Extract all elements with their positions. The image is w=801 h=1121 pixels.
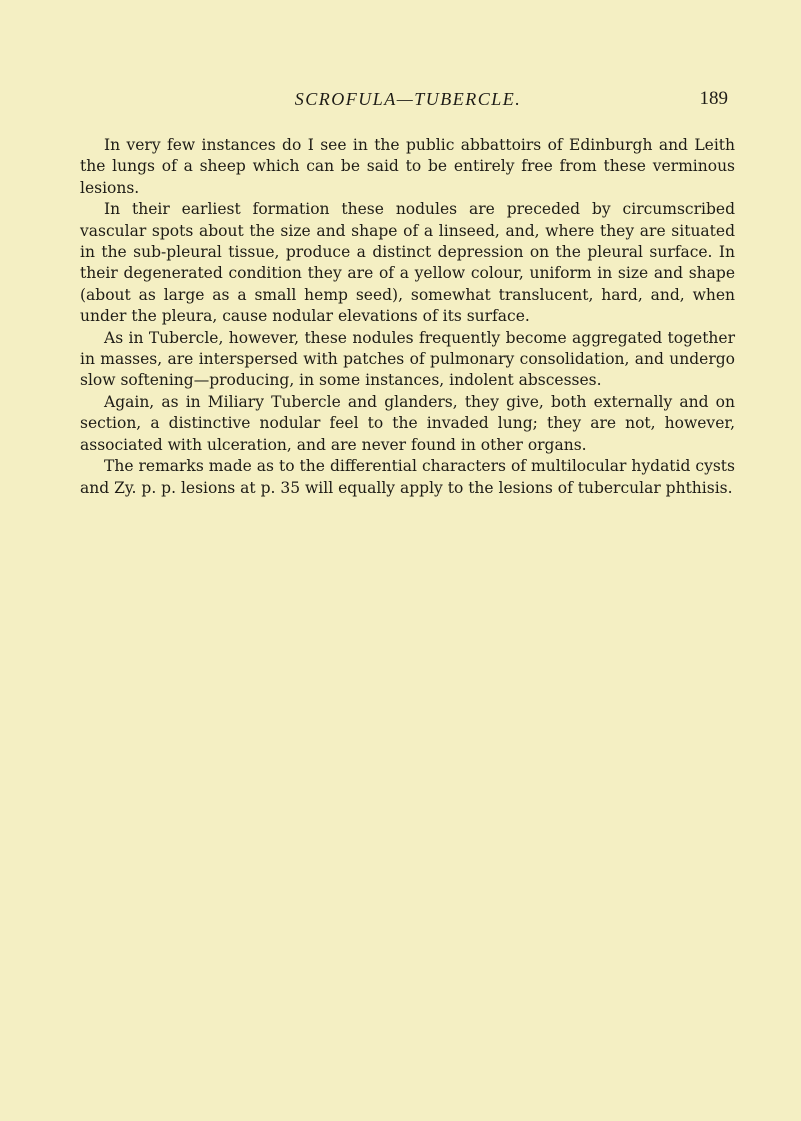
paragraph: In their earliest formation these nodules are preceded by circumscribed vascular spots about the size and shape of a linseed, and, where they are situated in the sub-pleural tissue, produce a distinct depression on the pleural surface. In their degenerated condition they are of a yellow colour, uniform in size and shape (about as large as a small hemp seed), somewhat translucent, hard, and, when under the pleura, cause nodular elevations of its surface. [80,200,735,326]
running-title: SCROFULA—TUBERCLE. [294,89,522,109]
paragraph: In very few instances do I see in the public abbattoirs of Edinburgh and Leith the lungs of a sheep which can be said to be entirely free from these verminous lesions. [80,136,735,197]
running-head [88,88,728,110]
paragraph: As in Tubercle, however, these nodules frequently become aggregated together in masses, are interspersed with patches of pulmonary consolidation, and undergo slow softening—producing, in some instances, indolent abscesses. [80,328,735,390]
paragraph: The remarks made as to the differential characters of multilocular hydatid cysts and Zy. p. p. lesions at p. 35 will equally apply to the lesions of tubercular phthisis. [80,457,735,497]
paragraph: Again, as in Miliary Tubercle and glanders, they give, both externally and on section, a distinctive nodular feel to the invaded lung; they are not, however, associated with ulceration, and are never found in other organs. [80,392,735,454]
body-text [80,135,735,499]
page-number: 189 [699,88,728,109]
